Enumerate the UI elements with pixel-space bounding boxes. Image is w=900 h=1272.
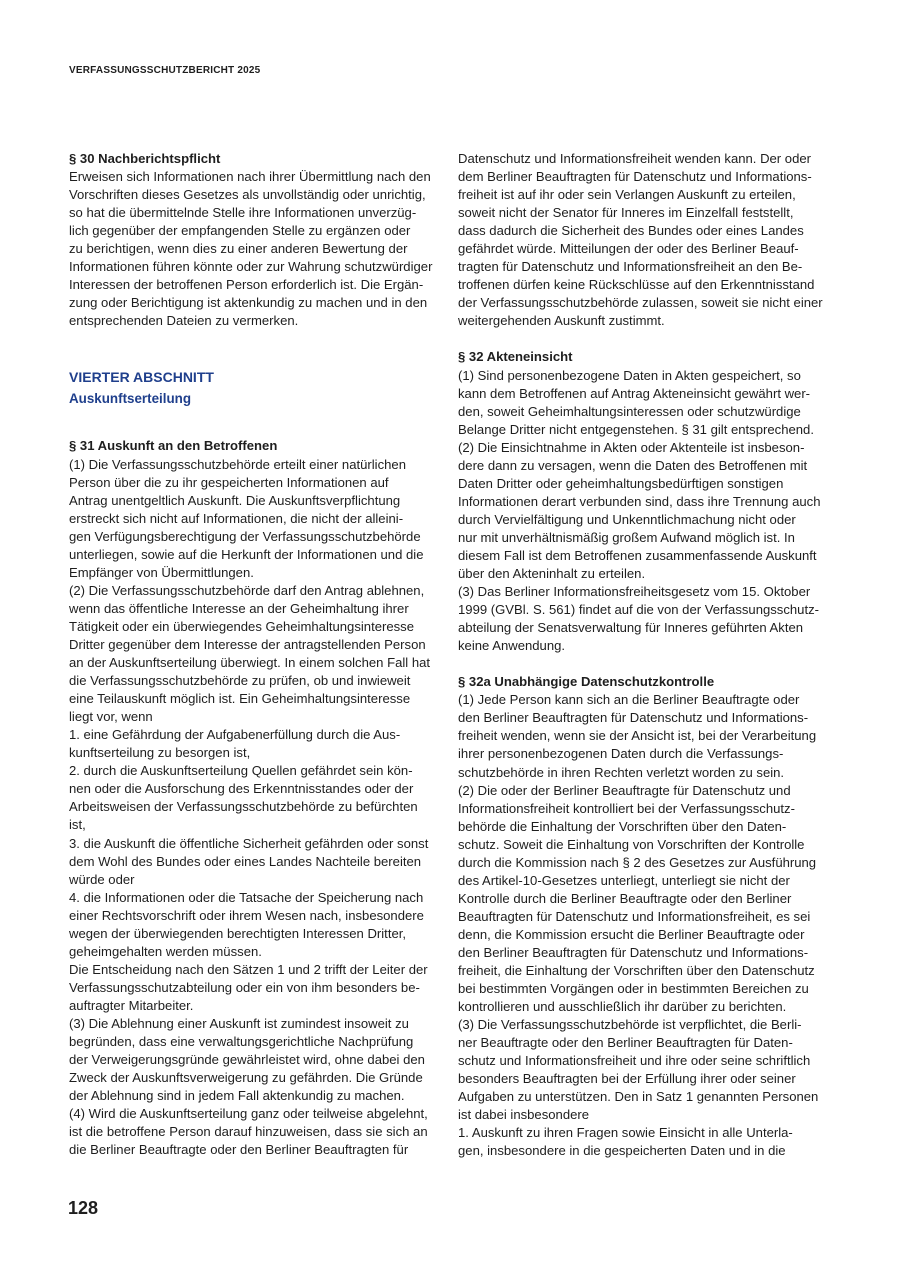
text-line: diesem Fall ist dem Betroffenen zusammenfassende Auskunft	[458, 547, 817, 563]
text-line: nen oder die Ausforschung des Erkenntnisstandes oder der	[69, 781, 414, 797]
text-line: zu berichtigen, wenn dies zu einer anderen Bewertung der	[69, 241, 408, 257]
text-line: eine Teilauskunft möglich ist. Ein Geheimhaltungsinteresse	[69, 691, 411, 707]
text-line: Arbeitsweisen der Verfassungsschutzbehörde zu befürchten	[69, 799, 418, 815]
text-line: begründen, dass eine verwaltungsgerichtliche Nachprüfung	[69, 1034, 414, 1050]
text-line: Antrag unentgeltlich Auskunft. Die Auskunftsverpflichtung	[69, 492, 401, 508]
section-31-continuation	[458, 150, 830, 330]
text-line: erstreckt sich nicht auf Informationen, die nicht der alleini-	[69, 510, 404, 526]
text-line: tragten für Datenschutz und Informationsfreiheit an den Be-	[458, 259, 803, 275]
text-line: Informationsfreiheit kontrolliert bei der Verfassungsschutz-	[458, 800, 795, 816]
text-line: (4) Wird die Auskunftserteilung ganz oder teilweise abgelehnt,	[69, 1106, 428, 1122]
section-31-body	[69, 456, 441, 1160]
text-line: keine Anwendung.	[458, 638, 566, 654]
text-line: den, soweit Geheimhaltungsinteressen oder schutzwürdige	[458, 403, 801, 419]
text-line: besonders Beauftragten bei der Erfüllung ihrer oder seiner	[458, 1071, 796, 1087]
section-32-heading: § 32 Akteneinsicht	[458, 349, 573, 365]
text-line: bei bestimmten Vorgängen oder in bestimmten Bereichen zu	[458, 981, 809, 997]
text-line: Person über die zu ihr gespeicherten Informationen auf	[69, 474, 389, 490]
text-line: der Verfassungsschutzbehörde zulassen, soweit sie nicht einer	[458, 295, 823, 311]
text-line: unterliegen, sowie auf die Herkunft der Informationen und die	[69, 546, 424, 562]
text-line: (2) Die Einsichtnahme in Akten oder Aktenteile ist insbeson-	[458, 439, 805, 455]
text-line: freiheit ist auf ihr oder sein Verlangen Auskunft zu erteilen,	[458, 187, 796, 203]
text-line: Die Entscheidung nach den Sätzen 1 und 2 trifft der Leiter der	[69, 961, 428, 977]
text-line: (3) Das Berliner Informationsfreiheitsgesetz vom 15. Oktober	[458, 584, 811, 600]
text-line: wegen der überwiegenden berechtigten Interessen Dritter,	[69, 925, 407, 941]
text-line: Beauftragten für Datenschutz und Informationsfreiheit, es sei	[458, 908, 811, 924]
text-line: lich gegenüber der empfangenden Stelle zu ergänzen oder	[69, 223, 411, 239]
section-32-body	[458, 367, 830, 656]
text-line: 1999 (GVBl. S. 561) findet auf die von der Verfassungsschutz-	[458, 602, 820, 618]
section-32a-heading: § 32a Unabhängige Datenschutzkontrolle	[458, 674, 715, 690]
section-30-body	[69, 168, 441, 330]
text-line: Empfänger von Übermittlungen.	[69, 564, 254, 580]
text-line: behörde die Einhaltung der Vorschriften über den Daten-	[458, 818, 787, 834]
text-line: (3) Die Ablehnung einer Auskunft ist zumindest insoweit zu	[69, 1015, 409, 1031]
text-line: gen, insbesondere in die gespeicherten Daten und in die	[458, 1143, 786, 1159]
text-line: soweit nicht der Senator für Inneres im Einzelfall feststellt,	[458, 205, 794, 221]
text-line: Daten Dritter oder geheimhaltungsbedürftigen sonstigen	[458, 475, 784, 491]
text-line: dere dann zu versagen, wenn die Daten des Betroffenen mit	[458, 457, 808, 473]
section-30-heading: § 30 Nachberichtspflicht	[69, 151, 221, 166]
text-line: würde oder	[69, 871, 135, 887]
text-line: (3) Die Verfassungsschutzbehörde ist verpflichtet, die Berli-	[458, 1017, 802, 1033]
text-line: Kontrolle durch die Berliner Beauftragte oder den Berliner	[458, 890, 792, 906]
text-line: Informationen derart verbunden sind, dass ihre Trennung auch	[458, 493, 821, 509]
text-line: entsprechenden Dateien zu vermerken.	[69, 313, 299, 329]
text-line: Dritter gegenüber dem Interesse der antragstellenden Person	[69, 636, 426, 652]
text-line: durch Vervielfältigung und Unkenntlichmachung nicht oder	[458, 511, 796, 527]
text-line: Tätigkeit oder ein überwiegendes Geheimhaltungsinteresse	[69, 618, 415, 634]
text-line: Vorschriften dieses Gesetzes als unvollständig oder unrichtig,	[69, 187, 426, 203]
text-line: 2. durch die Auskunftserteilung Quellen gefährdet sein kön-	[69, 763, 413, 779]
text-line: Aufgaben zu unterstützen. Den in Satz 1 genannten Personen	[458, 1089, 819, 1105]
text-line: ist die betroffene Person darauf hinzuweisen, dass sie sich an	[69, 1124, 428, 1140]
text-line: ner Beauftragte oder den Berliner Beauftragten für Daten-	[458, 1035, 793, 1051]
text-line: Interessen der betroffenen Person erforderlich ist. Die Ergän-	[69, 277, 424, 293]
text-line: gen Verfügungsberechtigung der Verfassungsschutzbehörde	[69, 528, 421, 544]
section-31-heading: § 31 Auskunft an den Betroffenen	[69, 438, 278, 454]
text-line: ist,	[69, 817, 86, 833]
text-line: auftragter Mitarbeiter.	[69, 997, 194, 1013]
text-line: die Verfassungsschutzbehörde zu prüfen, ob und inwieweit	[69, 673, 411, 689]
text-line: so hat die übermittelnde Stelle ihre Informationen unverzüg-	[69, 205, 417, 221]
text-line: kunftserteilung zu besorgen ist,	[69, 745, 251, 761]
text-line: troffenen dürfen keine Rückschlüsse auf den Erkenntnisstand	[458, 277, 815, 293]
text-line: freiheit wenden, wenn sie der Ansicht ist, bei der Verarbeitung	[458, 728, 817, 744]
text-line: Erweisen sich Informationen nach ihrer Übermittlung nach den	[69, 169, 431, 185]
section-32a-body	[458, 691, 830, 1160]
page-number: 128	[68, 1198, 99, 1218]
chapter-subtitle: Auskunftserteilung	[69, 391, 192, 407]
text-line: dem Berliner Beauftragten für Datenschutz und Informations-	[458, 169, 812, 185]
text-line: (2) Die oder der Berliner Beauftragte für Datenschutz und	[458, 782, 791, 798]
text-line: 1. Auskunft zu ihren Fragen sowie Einsicht in alle Unterla-	[458, 1125, 793, 1141]
text-line: 3. die Auskunft die öffentliche Sicherheit gefährden oder sonst	[69, 835, 429, 851]
text-line: Belange Dritter nicht entgegenstehen. § 31 gilt entsprechend.	[458, 421, 814, 437]
text-line: freiheit, die Einhaltung der Vorschriften über den Datenschutz	[458, 963, 815, 979]
text-line: schutzbehörde in ihren Rechten verletzt worden zu sein.	[458, 764, 785, 780]
text-line: liegt vor, wenn	[69, 709, 153, 725]
text-line: des Artikel-10-Gesetzes unterliegt, unterliegt sie nicht der	[458, 872, 790, 888]
text-line: Zweck der Auskunftsverweigerung zu gefährden. Die Gründe	[69, 1070, 423, 1086]
text-line: gefährdet würde. Mitteilungen der oder des Berliner Beauf-	[458, 241, 799, 257]
text-line: (1) Die Verfassungsschutzbehörde erteilt einer natürlichen	[69, 456, 406, 472]
text-line: kann dem Betroffenen auf Antrag Akteneinsicht gewährt wer-	[458, 385, 811, 401]
text-line: ist dabei insbesondere	[458, 1107, 590, 1123]
text-line: über den Akteninhalt zu erteilen.	[458, 566, 646, 582]
text-line: schutz und Informationsfreiheit und ihre oder seine schriftlich	[458, 1053, 811, 1069]
text-line: der Verweigerungsgründe gewährleistet wird, ohne dabei den	[69, 1052, 425, 1068]
text-line: (1) Jede Person kann sich an die Berliner Beauftragte oder	[458, 692, 800, 708]
text-line: abteilung der Senatsverwaltung für Inneres geführten Akten	[458, 620, 804, 636]
text-line: weitergehenden Auskunft zustimmt.	[458, 313, 665, 329]
text-line: denn, die Kommission ersucht die Berliner Beauftragte oder	[458, 926, 805, 942]
text-line: durch die Kommission nach § 2 des Gesetzes zur Ausführung	[458, 854, 817, 870]
text-line: (2) Die Verfassungsschutzbehörde darf den Antrag ablehnen,	[69, 582, 425, 598]
text-line: schutz. Soweit die Einhaltung von Vorschriften der Kontrolle	[458, 836, 805, 852]
text-line: dem Wohl des Bundes oder eines Landes Nachteile bereiten	[69, 853, 422, 869]
text-line: geheimgehalten werden müssen.	[69, 943, 262, 959]
chapter-title: VIERTER ABSCHNITT	[69, 369, 214, 386]
text-line: zung oder Berichtigung ist aktenkundig zu machen und in den	[69, 295, 428, 311]
text-line: den Berliner Beauftragten für Datenschutz und Informations-	[458, 710, 809, 726]
text-line: einer Rechtsvorschrift oder ihrem Wesen nach, insbesondere	[69, 907, 424, 923]
text-line: die Berliner Beauftragte oder den Berliner Beauftragten für	[69, 1142, 409, 1158]
text-line: an der Auskunftserteilung überwiegt. In einem solchen Fall hat	[69, 655, 431, 671]
text-line: Verfassungsschutzabteilung oder ein von ihm besonders be-	[69, 979, 420, 995]
text-line: der Ablehnung sind in jedem Fall aktenkundig zu machen.	[69, 1088, 405, 1104]
text-line: Informationen führen könnte oder zur Wahrung schutzwürdiger	[69, 259, 433, 275]
text-line: nur mit unverhältnismäßig großem Aufwand möglich ist. In	[458, 529, 795, 545]
left-column	[69, 150, 441, 1159]
text-line: 1. eine Gefährdung der Aufgabenerfüllung durch die Aus-	[69, 727, 401, 743]
text-line: dass dadurch die Sicherheit des Bundes oder eines Landes	[458, 223, 804, 239]
running-header: VERFASSUNGSSCHUTZBERICHT 2025	[69, 65, 261, 76]
text-line: (1) Sind personenbezogene Daten in Akten gespeichert, so	[458, 367, 801, 383]
text-line: Datenschutz und Informationsfreiheit wenden kann. Der oder	[458, 151, 812, 166]
text-line: wenn das öffentliche Interesse an der Geheimhaltung ihrer	[69, 600, 409, 616]
text-line: kontrollieren und ausschließlich ihr darüber zu berichten.	[458, 999, 787, 1015]
text-line: den Berliner Beauftragten für Datenschutz und Informations-	[458, 944, 809, 960]
text-line: 4. die Informationen oder die Tatsache der Speicherung nach	[69, 889, 424, 905]
text-line: ihrer personenbezogenen Daten durch die Verfassungs-	[458, 746, 784, 762]
right-column	[458, 150, 830, 1161]
